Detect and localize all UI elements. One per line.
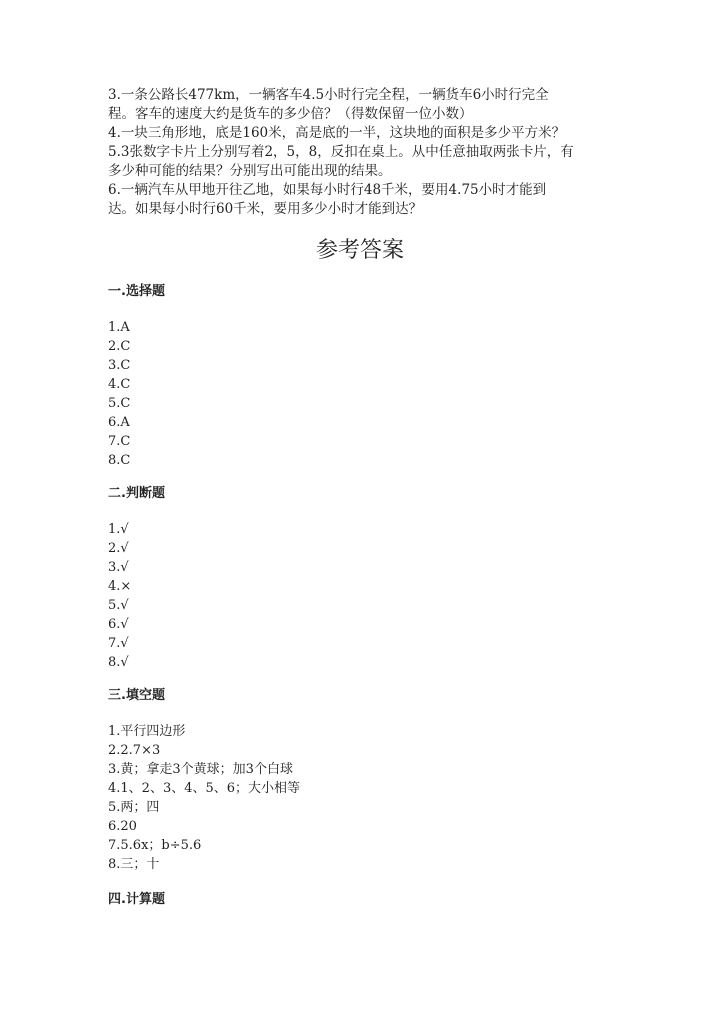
answer-item: 6.A bbox=[108, 415, 130, 430]
answer-key-title: 参考答案 bbox=[315, 238, 404, 263]
problem-line: 4.一块三角形地，底是160米，高是底的一半，这块地的面积是多少平方米？ bbox=[108, 125, 566, 141]
answer-item: 5.√ bbox=[108, 598, 129, 613]
problem-line: 6.一辆汽车从甲地开往乙地，如果每小时行48千米，要用4.75小时才能到 bbox=[108, 182, 547, 198]
answer-item: 3.C bbox=[108, 358, 131, 373]
answer-item: 2.2.7×3 bbox=[108, 743, 161, 758]
answer-list bbox=[108, 318, 165, 470]
answer-item: 1.√ bbox=[108, 522, 129, 537]
section-calculation bbox=[108, 891, 165, 909]
answer-item: 7.C bbox=[108, 434, 131, 449]
answer-item: 3.√ bbox=[108, 560, 129, 575]
section-multiple-choice bbox=[108, 283, 165, 470]
problem-line: 3.一条公路长477km，一辆客车4.5小时行完全程，一辆货车6小时行完全 bbox=[108, 87, 549, 103]
answer-item: 8.C bbox=[108, 453, 131, 468]
answer-item: 8.三；十 bbox=[108, 857, 160, 872]
answer-item: 1.平行四边形 bbox=[108, 724, 186, 739]
answer-item: 4.C bbox=[108, 377, 131, 392]
section-heading: 三.填空题 bbox=[108, 688, 165, 703]
answer-item: 3.黄；拿走3个黄球；加3个白球 bbox=[108, 762, 293, 777]
answer-list bbox=[108, 722, 300, 874]
answer-item: 7.5.6x；b÷5.6 bbox=[108, 838, 202, 853]
answer-item: 5.两；四 bbox=[108, 800, 160, 815]
answer-item: 2.√ bbox=[108, 541, 129, 556]
answer-item: 6.√ bbox=[108, 617, 129, 632]
answer-item: 7.√ bbox=[108, 636, 129, 651]
section-heading: 二.判断题 bbox=[108, 486, 165, 501]
answer-item: 6.20 bbox=[108, 819, 137, 834]
answer-item: 4.1、2、3、4、5、6；大小相等 bbox=[108, 781, 301, 796]
problem-line: 达。如果每小时行60千米，要用多少小时才能到达？ bbox=[108, 201, 423, 217]
section-heading: 四.计算题 bbox=[108, 892, 165, 907]
problem-line: 5.3张数字卡片上分别写着2，5，8，反扣在桌上。从中任意抽取两张卡片，有 bbox=[108, 144, 574, 160]
answer-item: 8.√ bbox=[108, 655, 129, 670]
word-problems bbox=[108, 86, 628, 219]
problem-line: 多少种可能的结果？分别写出可能出现的结果。 bbox=[108, 163, 392, 179]
answer-item: 2.C bbox=[108, 339, 131, 354]
answer-item: 5.C bbox=[108, 396, 131, 411]
problem-line: 程。客车的速度大约是货车的多少倍？（得数保留一位小数） bbox=[108, 106, 473, 122]
section-fill-in-blank bbox=[108, 687, 300, 874]
answer-item: 1.A bbox=[108, 320, 130, 335]
answer-list bbox=[108, 520, 165, 672]
section-heading: 一.选择题 bbox=[108, 284, 165, 299]
section-true-false bbox=[108, 485, 165, 672]
answer-item: 4.× bbox=[108, 579, 132, 594]
